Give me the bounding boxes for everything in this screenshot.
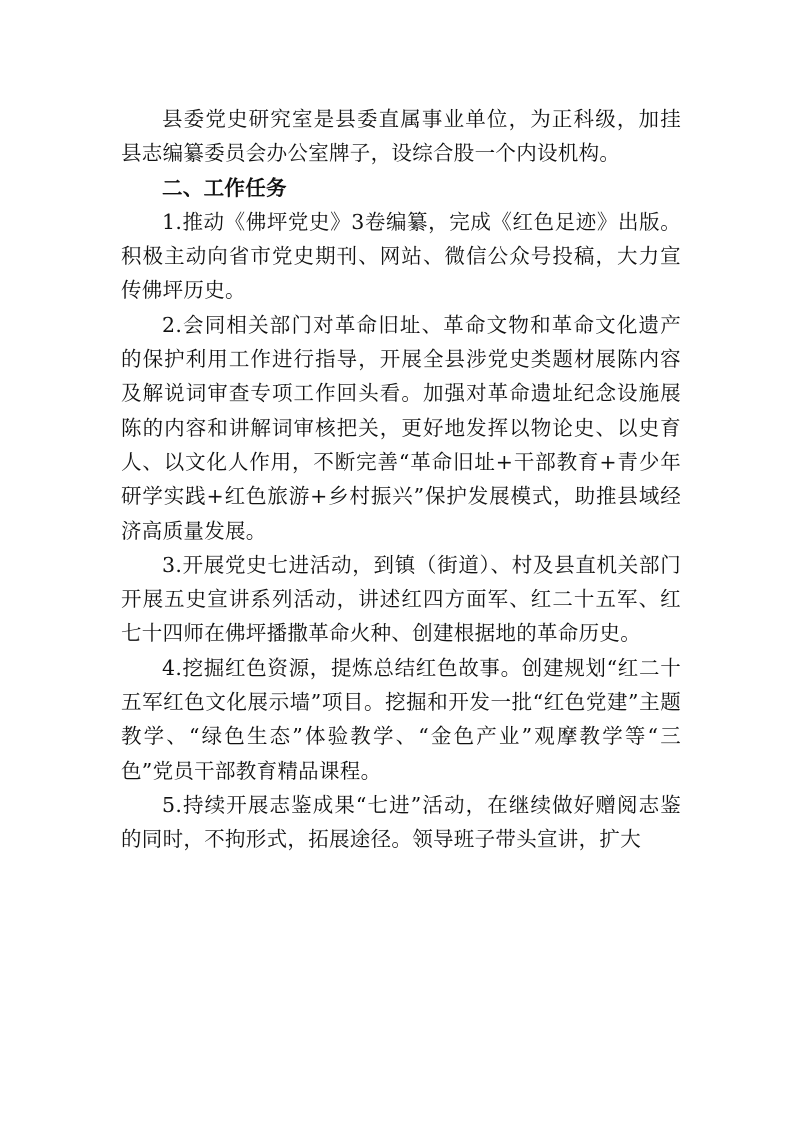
paragraph-task-1: 1.推动《佛坪党史》3卷编纂，完成《红色足迹》出版。积极主动向省市党史期刊、网站、微信公众号投稿，大力宣传佛坪历史。 (121, 209, 681, 303)
paragraph-task-4: 4.挖掘红色资源，提炼总结红色故事。创建规划“红二十五军红色文化展示墙”项目。挖掘和开发一批“红色党建”主题教学、“绿色生态”体验教学、“金色产业”观摩教学等“三色”党员干部教育精品课程。 (121, 655, 681, 783)
paragraph-task-3: 3.开展党史七进活动，到镇（街道）、村及县直机关部门开展五史宣讲系列活动，讲述红四方面军、红二十五军、红七十四师在佛坪播撒革命火种、创建根据地的革命历史。 (121, 552, 681, 646)
paragraph-task-2: 2.会同相关部门对革命旧址、革命文物和革命文化遗产的保护利用工作进行指导，开展全县涉党史类题材展陈内容及解说词审查专项工作回头看。加强对革命遗址纪念设施展陈的内容和讲解词审核把关，更好地发挥以物论史、以史育人、以文化人作用，不断完善“革命旧址+干部教育+青少年研学实践+红色旅游+乡村振兴”保护发展模式，助推县域经济高质量发展。 (121, 312, 681, 543)
section-heading-work-tasks: 二、工作任务 (162, 175, 287, 200)
paragraph-intro: 县委党史研究室是县委直属事业单位，为正科级，加挂县志编纂委员会办公室牌子，设综合股一个内设机构。 (121, 107, 681, 166)
document-body (121, 102, 681, 857)
paragraph-task-5: 5.持续开展志鉴成果“七进”活动，在继续做好赠阅志鉴的同时，不拘形式，拓展途径。领导班子带头宣讲，扩大 (121, 792, 681, 852)
